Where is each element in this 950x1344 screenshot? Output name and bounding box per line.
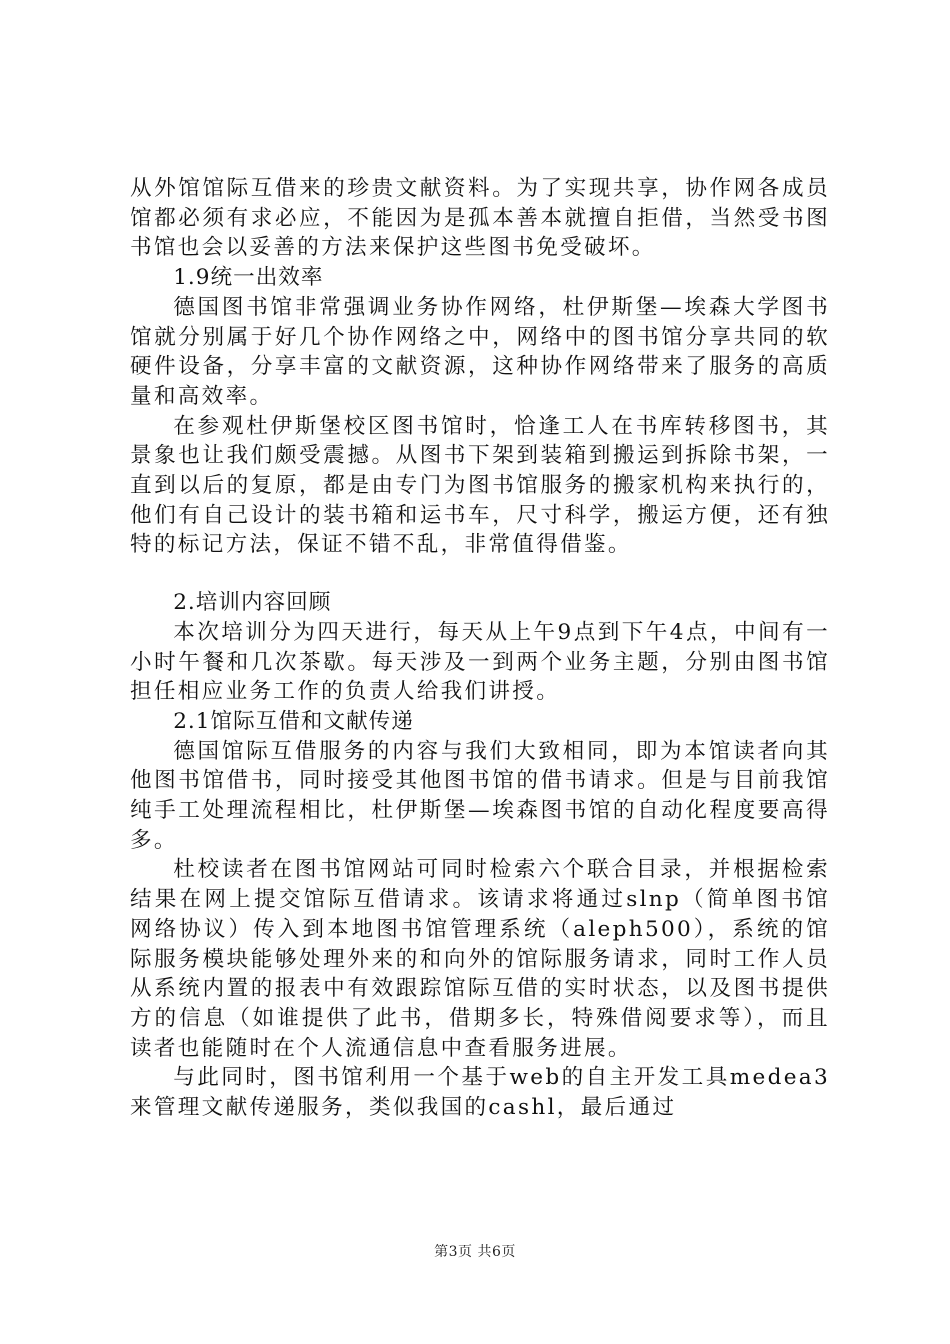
paragraph-network: 德国图书馆非常强调业务协作网络，杜伊斯堡—埃森大学图书馆就分别属于好几个协作网络之中，网络中的图书馆分享共同的软硬件设备，分享丰富的文献资源，这种协作网络带来了服务的高质量和高效率。	[130, 294, 830, 409]
page-footer: 第3页 共6页	[434, 1244, 516, 1260]
section-heading-1-9: 1.9统一出效率	[173, 265, 324, 291]
paragraph-ill-overview: 德国馆际互借服务的内容与我们大致相同，即为本馆读者向其他图书馆借书，同时接受其他图书馆的借书请求。但是与目前我馆纯手工处理流程相比，杜伊斯堡—埃森图书馆的自动化程度要高得多。	[130, 738, 830, 853]
paragraph-ill-system: 杜校读者在图书馆网站可同时检索六个联合目录，并根据检索结果在网上提交馆际互借请求。该请求将通过slnp（简单图书馆网络协议）传入到本地图书馆管理系统（aleph500），系统的馆际服务模块能够处理外来的和向外的馆际服务请求，同时工作人员从系统内置的报表中有效跟踪馆际互借的实时状态，以及图书提供方的信息（如谁提供了此书，借期多长，特殊借阅要求等），而且读者也能随时在个人流通信息中查看服务进展。	[130, 857, 830, 1061]
paragraph-training: 本次培训分为四天进行，每天从上午9点到下午4点，中间有一小时午餐和几次茶歇。每天涉及一到两个业务主题，分别由图书馆担任相应业务工作的负责人给我们讲授。	[130, 619, 830, 705]
section-heading-2-1: 2.1馆际互借和文献传递	[173, 708, 414, 734]
paragraph-gap	[130, 560, 830, 588]
paragraph-continuation: 从外馆馆际互借来的珍贵文献资料。为了实现共享，协作网各成员馆都必须有求必应，不能因为是孤本善本就擅自拒借，当然受书图书馆也会以妥善的方法来保护这些图书免受破坏。	[130, 176, 830, 261]
section-heading-2: 2.培训内容回顾	[173, 590, 332, 616]
document-body	[130, 174, 830, 1123]
paragraph-document-delivery: 与此同时，图书馆利用一个基于web的自主开发工具medea3来管理文献传递服务，类似我国的cashl，最后通过	[130, 1065, 830, 1121]
paragraph-moving: 在参观杜伊斯堡校区图书馆时，恰逢工人在书库转移图书，其景象也让我们颇受震撼。从图书下架到装箱到搬运到拆除书架，一直到以后的复原，都是由专门为图书馆服务的搬家机构来执行的，他们有自己设计的装书箱和运书车，尺寸科学，搬运方便，还有独特的标记方法，保证不错不乱，非常值得借鉴。	[130, 413, 830, 558]
